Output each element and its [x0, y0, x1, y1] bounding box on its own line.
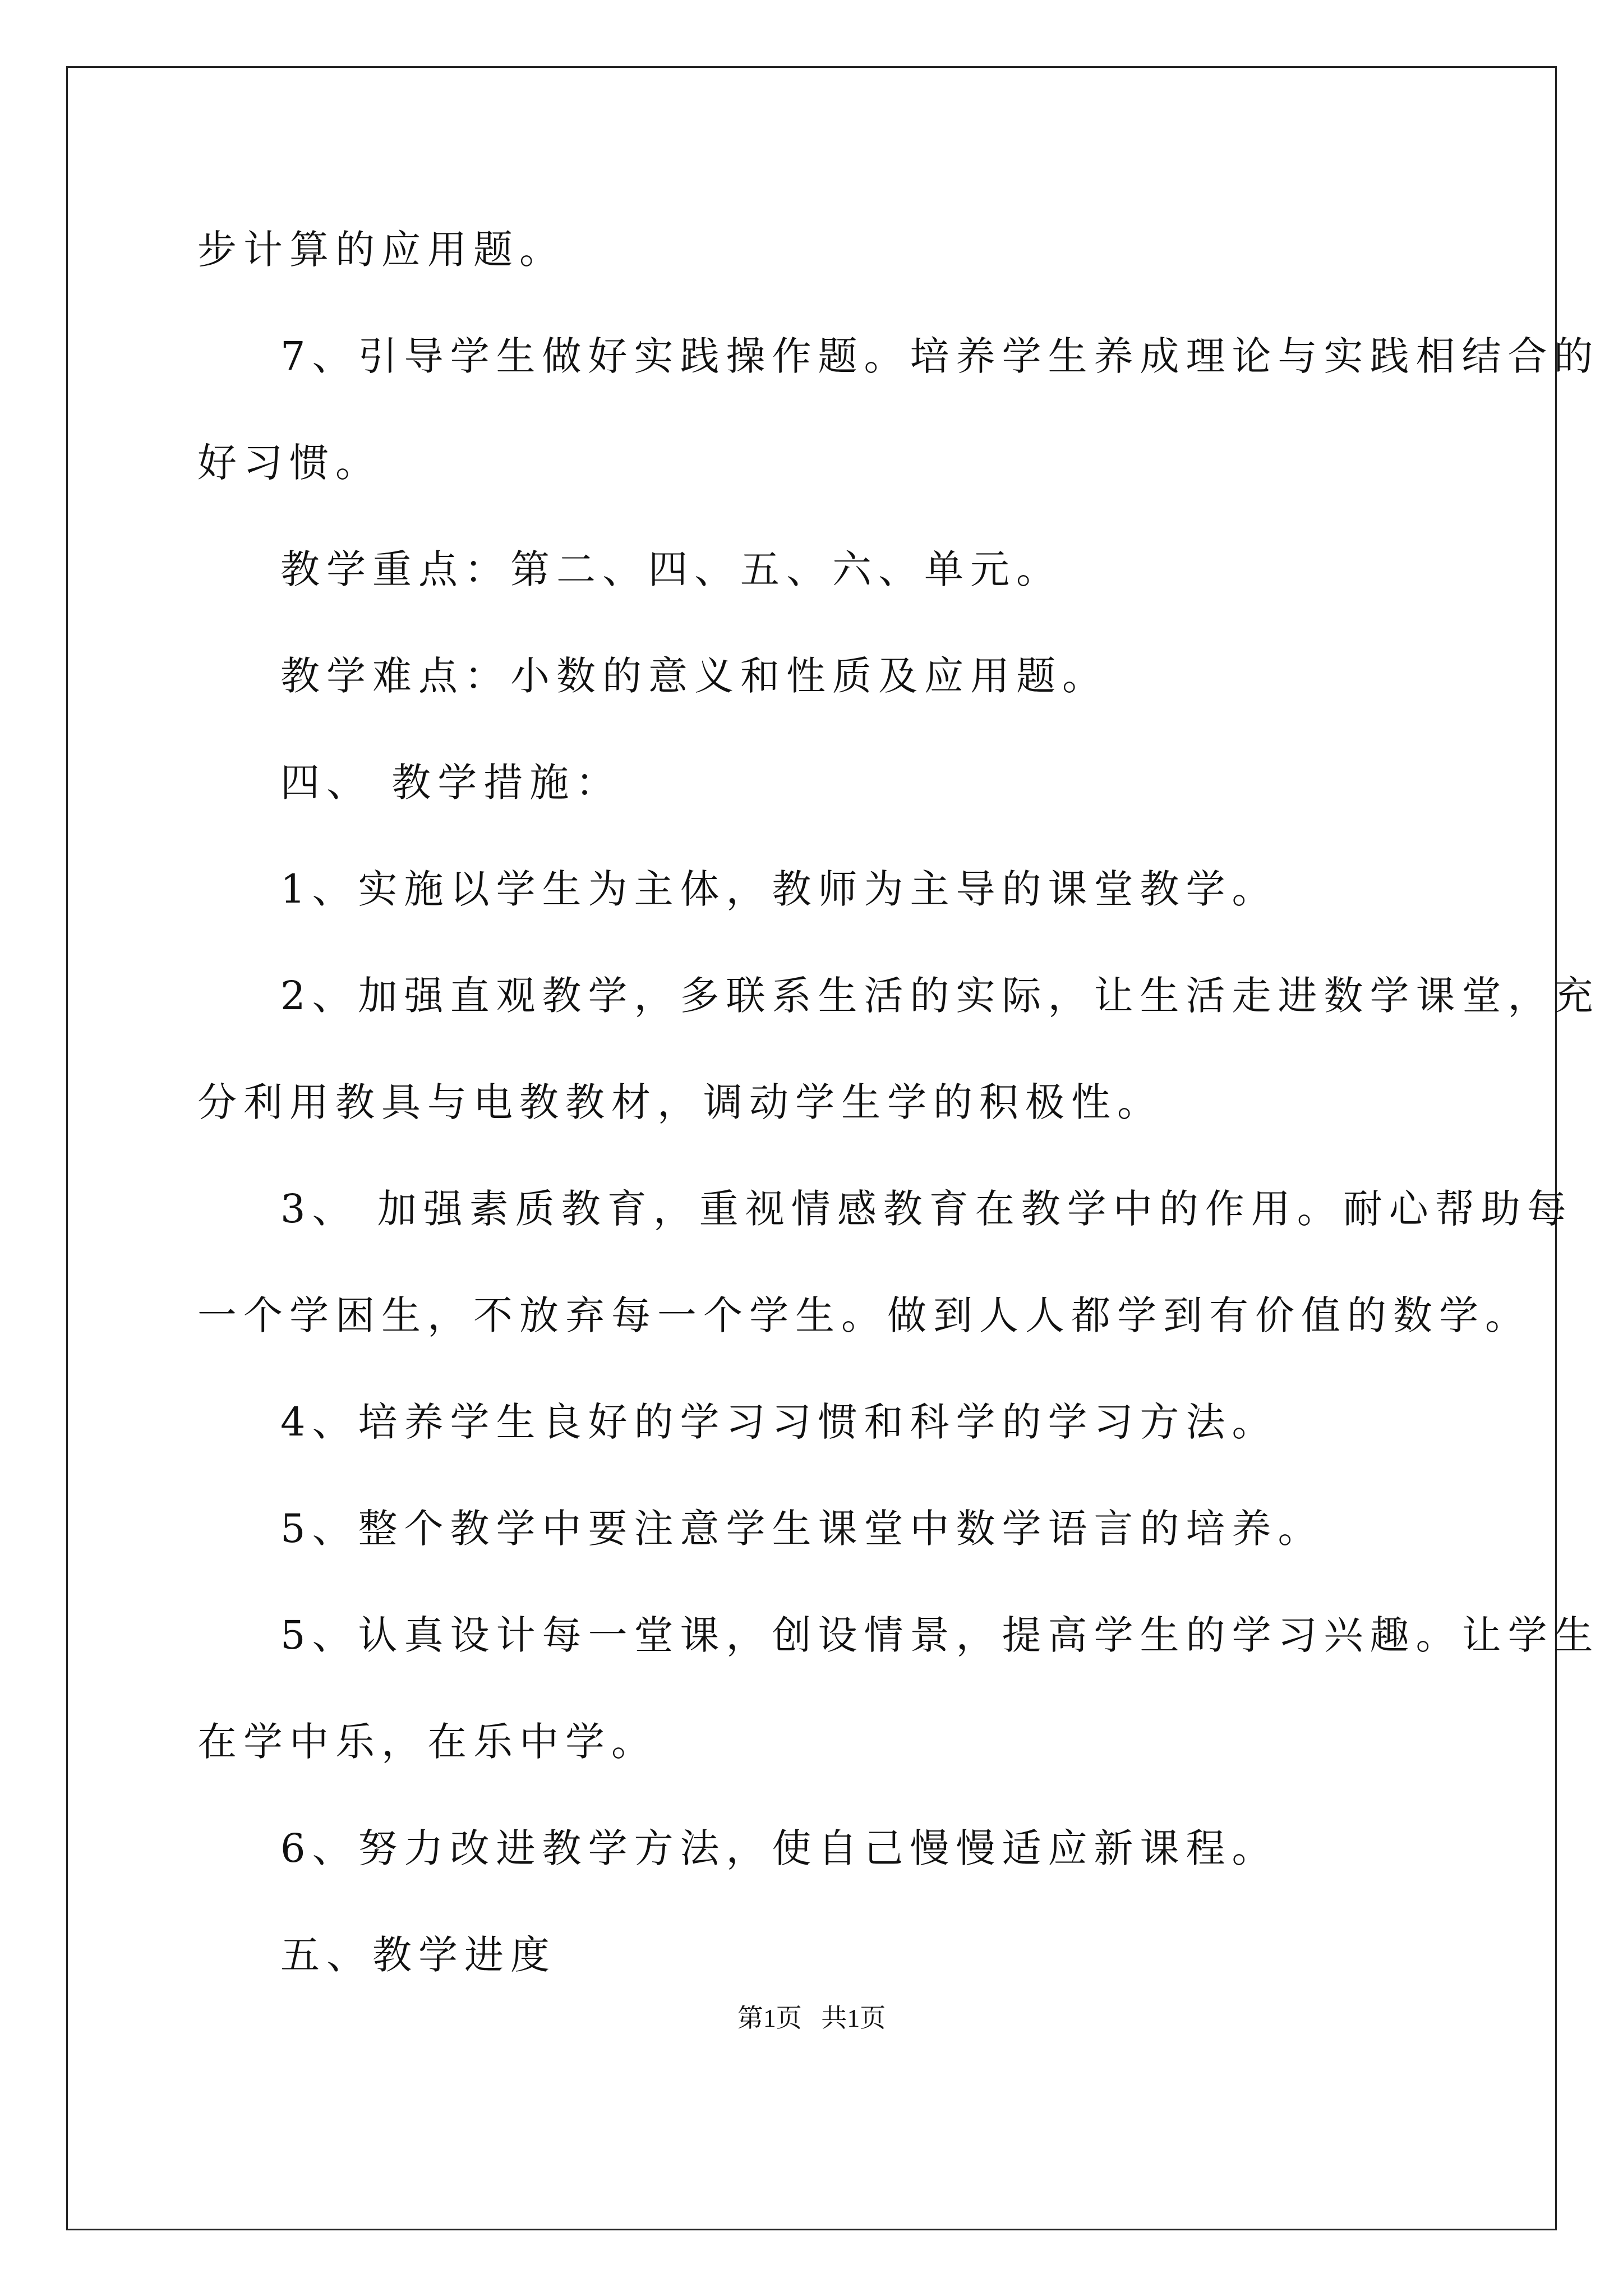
- text-line-8: 2、加强直观教学，多联系生活的实际，让生活走进数学课堂，充: [280, 973, 1600, 1019]
- text-line-16: 6、努力改进教学方法，使自己慢慢适应新课程。: [280, 1825, 1278, 1871]
- text-line-3: 好习惯。: [197, 440, 381, 486]
- page-frame: [66, 66, 1557, 2230]
- page-footer: 第1页 共1页: [737, 2004, 886, 2032]
- text-line-12: 4、培养学生良好的学习习惯和科学的学习方法。: [280, 1399, 1278, 1445]
- text-line-1: 步计算的应用题。: [197, 227, 565, 273]
- section-heading-measures: 四、 教学措施：: [280, 760, 622, 806]
- text-line-2: 7、引导学生做好实践操作题。培养学生养成理论与实践相结合的: [280, 333, 1600, 379]
- text-line-11: 一个学困生，不放弃每一个学生。做到人人都学到有价值的数学。: [197, 1292, 1531, 1338]
- text-line-13: 5、整个教学中要注意学生课堂中数学语言的培养。: [280, 1506, 1324, 1552]
- text-line-9: 分利用教具与电教教材，调动学生学的积极性。: [197, 1079, 1163, 1125]
- text-line-10: 3、 加强素质教育，重视情感教育在教学中的作用。耐心帮助每: [280, 1186, 1573, 1232]
- text-line-15: 在学中乐，在乐中学。: [197, 1719, 657, 1765]
- text-line-14: 5、认真设计每一堂课，创设情景，提高学生的学习兴趣。让学生: [280, 1612, 1600, 1658]
- text-line-4: 教学重点：第二、四、五、六、单元。: [280, 546, 1062, 592]
- text-line-7: 1、实施以学生为主体，教师为主导的课堂教学。: [280, 866, 1278, 912]
- text-line-5: 教学难点：小数的意义和性质及应用题。: [280, 653, 1108, 699]
- section-heading-progress: 五、教学进度: [280, 1932, 556, 1978]
